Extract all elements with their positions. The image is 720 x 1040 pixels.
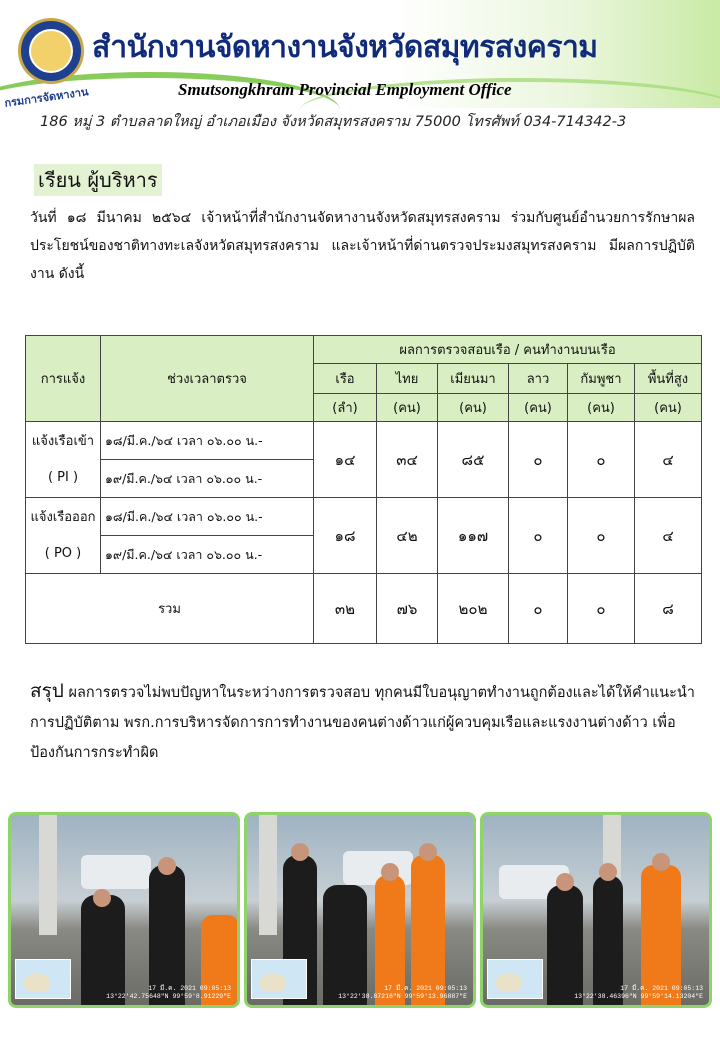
greeting: เรียน ผู้บริหาร bbox=[34, 164, 162, 196]
header-period: ช่วงเวลาตรวจ bbox=[101, 336, 314, 422]
table-row bbox=[26, 422, 702, 460]
total-label: รวม bbox=[26, 574, 314, 644]
inspection-results-table bbox=[25, 335, 702, 644]
notice-label: แจ้งเรือออก bbox=[30, 509, 96, 525]
office-title-english: Smutsongkhram Provincial Employment Office bbox=[178, 80, 512, 99]
notice-label: แจ้งเรือเข้า bbox=[31, 433, 95, 449]
total-cell: ๘ bbox=[635, 574, 702, 644]
map-thumbnail bbox=[15, 959, 71, 999]
total-cell: ๓๒ bbox=[314, 574, 377, 644]
total-cell: ๐ bbox=[509, 574, 568, 644]
value-cell: ๑๘ bbox=[314, 498, 377, 574]
table-row bbox=[26, 498, 702, 536]
logo-caption: กรมการจัดหางาน bbox=[3, 86, 90, 110]
inspection-photo bbox=[8, 812, 240, 1008]
period-cell: ๑๙/มี.ค./๖๔ เวลา ๐๖.๐๐ น.- bbox=[101, 460, 314, 498]
unit-cell: (คน) bbox=[438, 394, 509, 422]
col-myanmar: เมียนมา bbox=[438, 364, 509, 394]
value-cell: ๑๑๗ bbox=[438, 498, 509, 574]
header-notice: การแจ้ง bbox=[26, 336, 101, 422]
summary-paragraph bbox=[30, 676, 695, 768]
col-cambodia: กัมพูชา bbox=[568, 364, 635, 394]
unit-cell: (ลำ) bbox=[314, 394, 377, 422]
photo-timestamp: 17 มี.ค. 2021 09:05:13 13°22'38.87216"N 99°59'13.96887"E bbox=[338, 985, 467, 1000]
inspection-photo bbox=[480, 812, 712, 1008]
summary-lead: สรุป bbox=[30, 680, 64, 702]
total-row bbox=[26, 574, 702, 644]
period-cell: ๑๘/มี.ค./๖๔ เวลา ๐๖.๐๐ น.- bbox=[101, 422, 314, 460]
col-thai: ไทย bbox=[377, 364, 438, 394]
value-cell: ๔ bbox=[635, 422, 702, 498]
total-cell: ๐ bbox=[568, 574, 635, 644]
intro-paragraph: วันที่ ๑๘ มีนาคม ๒๕๖๔ เจ้าหน้าที่สำนักงานจัดหางานจังหวัดสมุทรสงคราม ร่วมกับศูนย์อำนวยการรักษาผลประโยชน์ของชาติทางทะเลจังหวัดสมุทรสงคราม และเจ้าหน้าที่ด่านตรวจประมงสมุทรสงคราม มีผลการปฏิบัติงาน ดังนี้ bbox=[30, 210, 695, 282]
unit-cell: (คน) bbox=[377, 394, 438, 422]
notice-cell bbox=[26, 498, 101, 574]
value-cell: ๔๒ bbox=[377, 498, 438, 574]
value-cell: ๓๔ bbox=[377, 422, 438, 498]
value-cell: ๔ bbox=[635, 498, 702, 574]
value-cell: ๑๔ bbox=[314, 422, 377, 498]
period-cell: ๑๙/มี.ค./๖๔ เวลา ๐๖.๐๐ น.- bbox=[101, 536, 314, 574]
notice-code: ( PO ) bbox=[44, 545, 82, 561]
letterhead bbox=[0, 0, 720, 108]
value-cell: ๐ bbox=[509, 498, 568, 574]
period-cell: ๑๘/มี.ค./๖๔ เวลา ๐๖.๐๐ น.- bbox=[101, 498, 314, 536]
value-cell: ๐ bbox=[568, 498, 635, 574]
value-cell: ๐ bbox=[509, 422, 568, 498]
department-logo-icon bbox=[18, 18, 84, 84]
unit-cell: (คน) bbox=[635, 394, 702, 422]
photo-timestamp: 17 มี.ค. 2021 09:05:13 13°22'38.46396"N 99°59'14.13204"E bbox=[574, 985, 703, 1000]
unit-cell: (คน) bbox=[509, 394, 568, 422]
inspection-photo bbox=[244, 812, 476, 1008]
col-lao: ลาว bbox=[509, 364, 568, 394]
map-thumbnail bbox=[487, 959, 543, 999]
value-cell: ๐ bbox=[568, 422, 635, 498]
col-boat: เรือ bbox=[314, 364, 377, 394]
notice-code: ( PI ) bbox=[47, 469, 79, 485]
photo-timestamp: 17 มี.ค. 2021 09:05:13 13°22'42.75648"N 99°59'8.91229"E bbox=[106, 985, 231, 1000]
header-group: ผลการตรวจสอบเรือ / คนทำงานบนเรือ bbox=[314, 336, 702, 364]
unit-cell: (คน) bbox=[568, 394, 635, 422]
office-address: 186 หมู่ 3 ตำบลลาดใหญ่ อำเภอเมือง จังหวัดสมุทรสงคราม 75000 โทรศัพท์ 034-714342-3 bbox=[40, 114, 627, 130]
total-cell: ๗๖ bbox=[377, 574, 438, 644]
map-thumbnail bbox=[251, 959, 307, 999]
col-highland: พื้นที่สูง bbox=[635, 364, 702, 394]
office-title-thai: สำนักงานจัดหางานจังหวัดสมุทรสงคราม bbox=[92, 30, 598, 65]
notice-cell bbox=[26, 422, 101, 498]
total-cell: ๒๐๒ bbox=[438, 574, 509, 644]
value-cell: ๘๕ bbox=[438, 422, 509, 498]
summary-text: ผลการตรวจไม่พบปัญหาในระหว่างการตรวจสอบ ทุกคนมีใบอนุญาตทำงานถูกต้องและได้ให้คำแนะนำการปฏิบัติตาม พรก.การบริหารจัดการการทำงานของคนต่างด้าวแก่ผู้ควบคุมเรือและแรงงานต่างด้าว เพื่อป้องกันการกระทำผิด bbox=[30, 685, 695, 761]
